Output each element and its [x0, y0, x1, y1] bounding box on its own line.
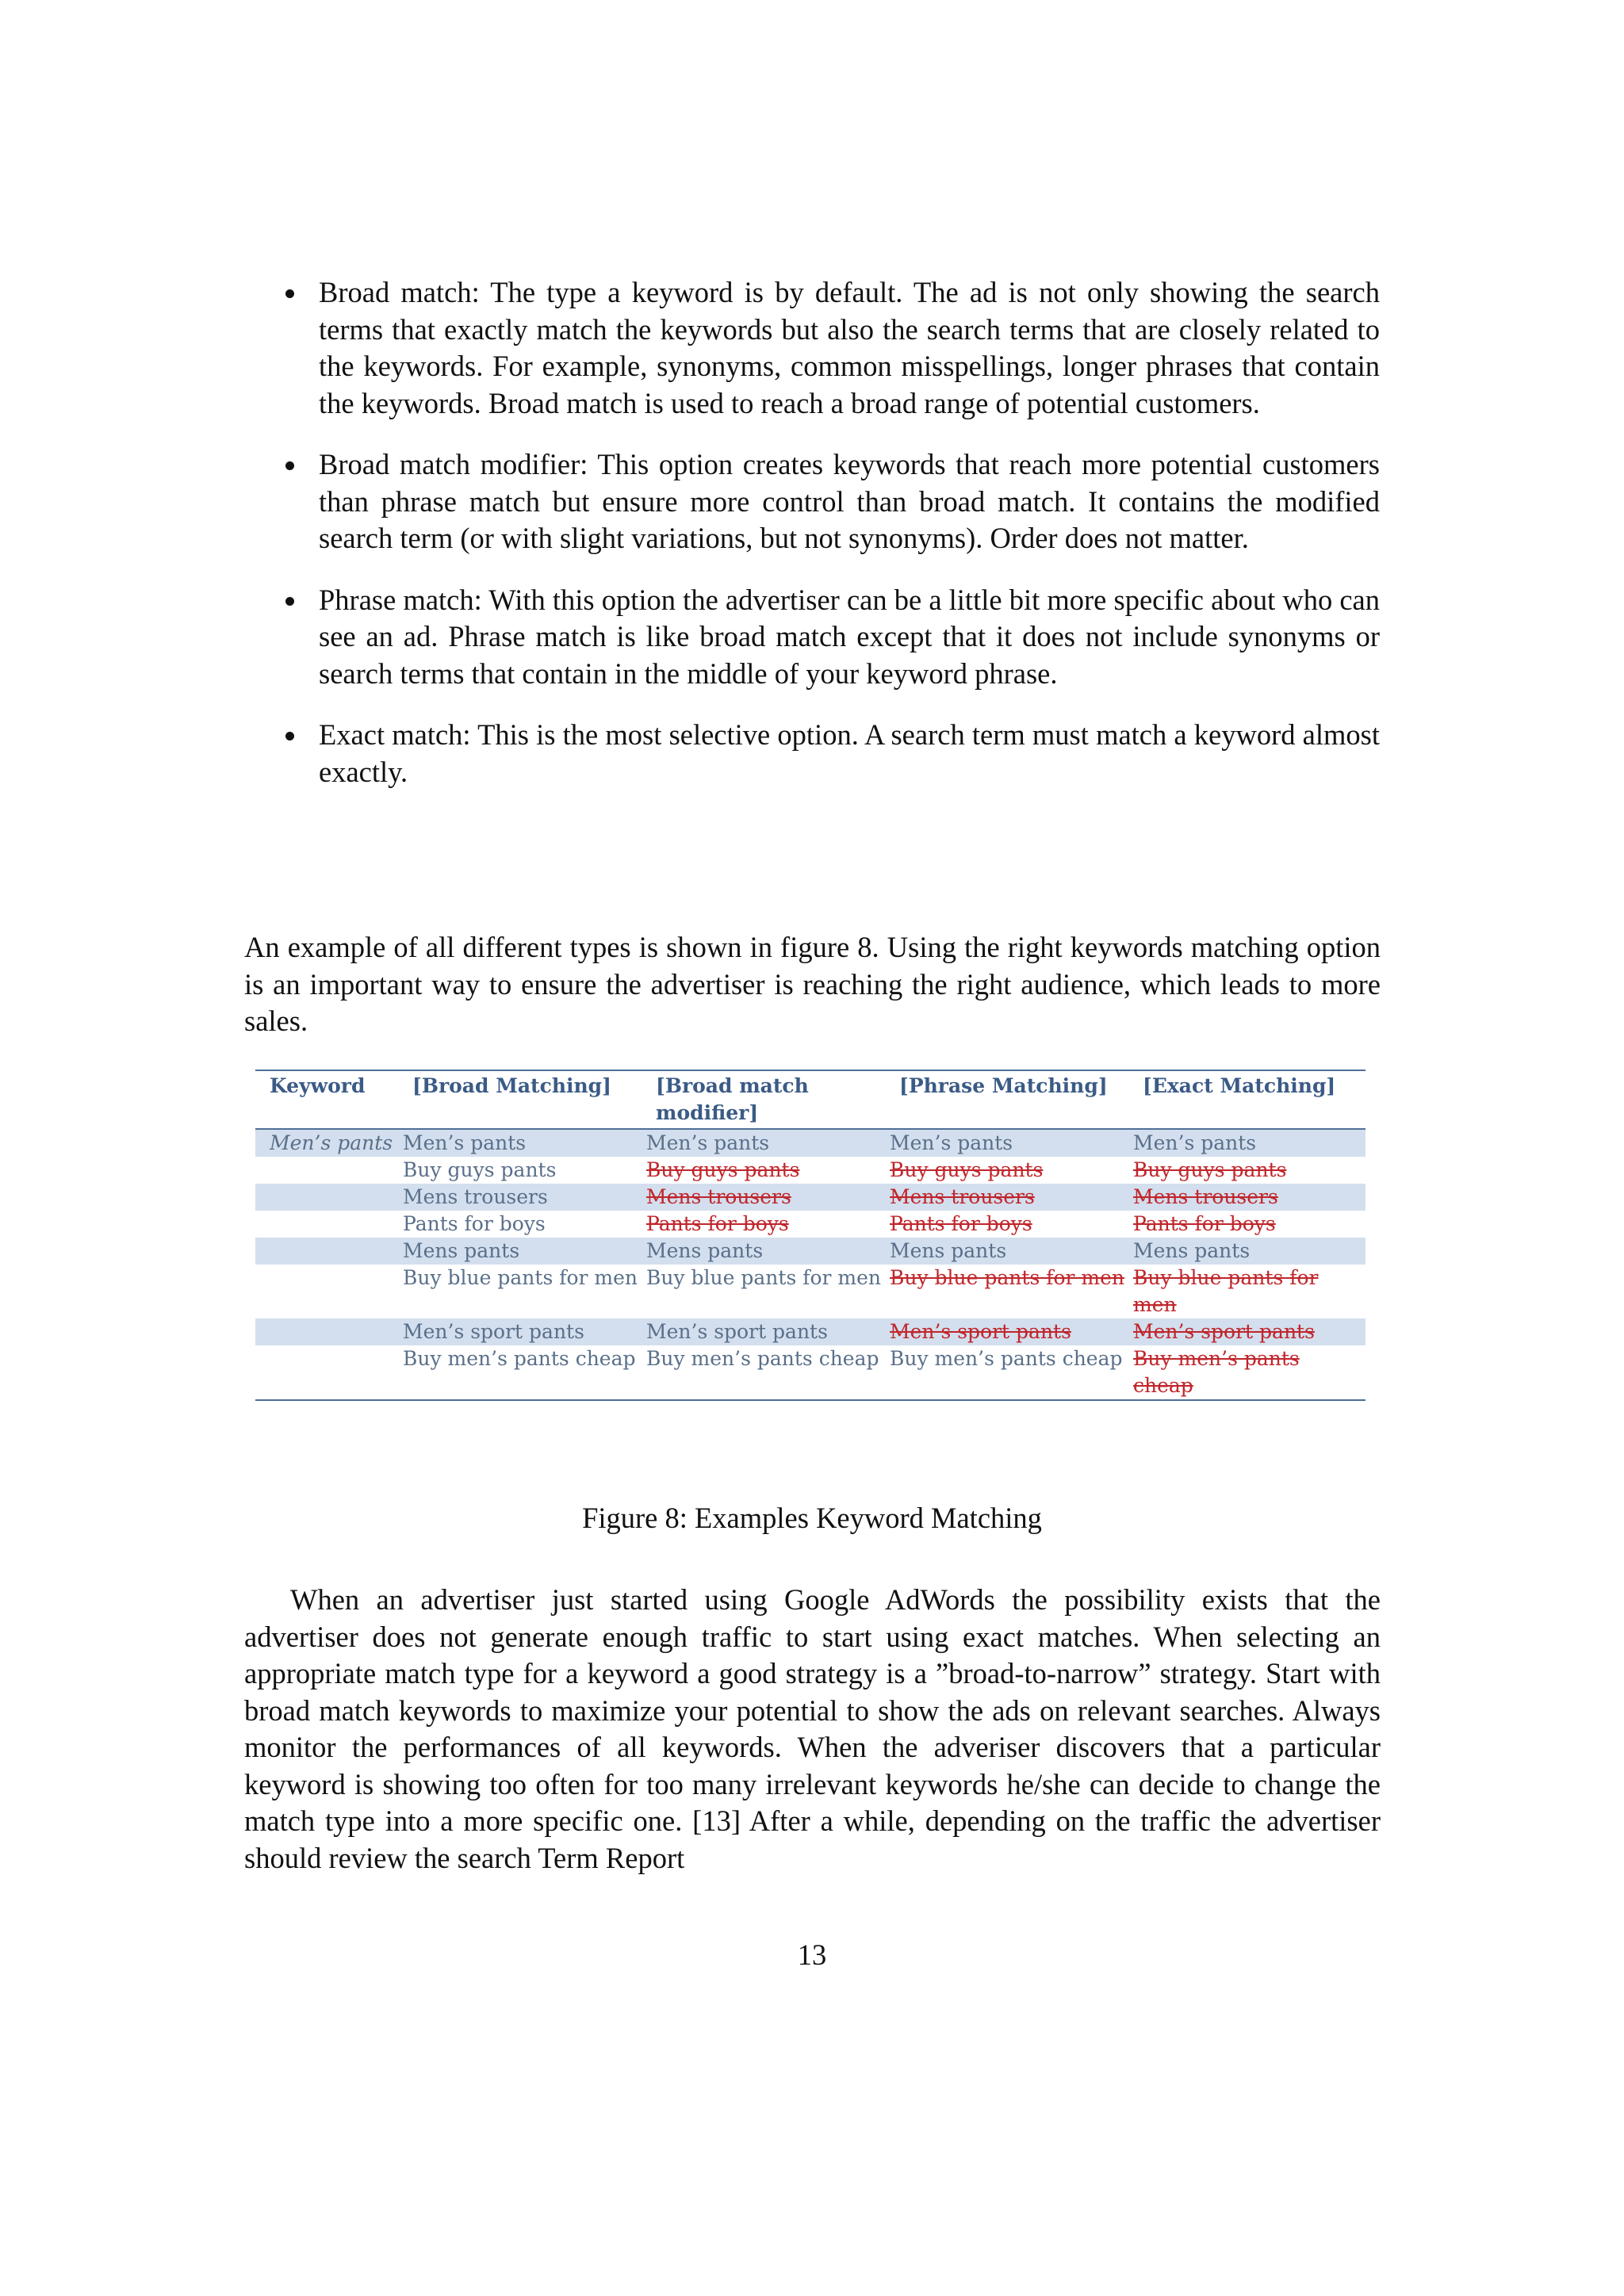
- bullet-text: Broad match: The type a keyword is by default. The ad is not only showing the search terms that exactly match the keywords but also the search terms that are closely related to the keywords. For example, synonyms, common misspellings, longer phrases that contain the keywords. Broad match is used to reach a broad range of potential customers.: [319, 276, 1380, 419]
- keyword-cell: [255, 1345, 398, 1400]
- list-item: [246, 446, 1380, 557]
- modifier-cell: Mens trousers: [642, 1184, 885, 1211]
- exact-cell: Buy blue pants for men: [1133, 1266, 1319, 1316]
- keyword-cell: [255, 1184, 398, 1211]
- list-item: [246, 582, 1380, 693]
- phrase-cell: Buy guys pants: [890, 1158, 1044, 1181]
- bullet-text: Exact match: This is the most selective option. A search term must match a keyword almost exactly.: [319, 718, 1380, 788]
- broad-cell: Men’s sport pants: [398, 1318, 642, 1345]
- intro-paragraph: An example of all different types is shown in figure 8. Using the right keywords matching option is an important way to ensure the advertiser is reaching the right audience, which leads to more sales.: [244, 931, 1381, 1037]
- exact-cell: Men’s sport pants: [1128, 1318, 1365, 1345]
- phrase-cell: Mens pants: [885, 1238, 1128, 1265]
- broad-cell: Buy guys pants: [403, 1158, 557, 1181]
- figure-caption: Figure 8: Examples Keyword Matching: [582, 1502, 1042, 1534]
- phrase-cell: Men’s pants: [885, 1129, 1128, 1157]
- table-header-row: [255, 1070, 1365, 1129]
- match-type-list: [246, 274, 1380, 815]
- exact-cell: Buy guys pants: [1133, 1158, 1287, 1181]
- header-exact: [Exact Matching]: [1128, 1070, 1365, 1129]
- keyword-cell: [255, 1211, 398, 1238]
- exact-cell: Mens pants: [1128, 1238, 1365, 1265]
- modifier-cell: Men’s pants: [642, 1129, 885, 1157]
- phrase-cell: Buy blue pants for men: [890, 1266, 1125, 1289]
- broad-cell: Mens pants: [398, 1238, 642, 1265]
- table-row: [255, 1345, 1365, 1400]
- table-row: [255, 1265, 1365, 1318]
- bullet-icon: [285, 732, 294, 740]
- broad-cell: Pants for boys: [403, 1212, 546, 1235]
- table-body: [255, 1129, 1365, 1400]
- table-row: [255, 1211, 1365, 1238]
- table-row: [255, 1318, 1365, 1345]
- phrase-cell: Mens trousers: [885, 1184, 1128, 1211]
- header-phrase: [Phrase Matching]: [885, 1070, 1128, 1129]
- phrase-cell: Buy men’s pants cheap: [890, 1347, 1123, 1370]
- broad-cell: Buy men’s pants cheap: [403, 1347, 636, 1370]
- broad-cell: Mens trousers: [398, 1184, 642, 1211]
- modifier-cell: Buy men’s pants cheap: [646, 1347, 879, 1370]
- keyword-cell: Men’s pants: [255, 1129, 398, 1157]
- keyword-cell: [255, 1238, 398, 1265]
- phrase-cell: Pants for boys: [890, 1212, 1032, 1235]
- keyword-matching-table: [255, 1070, 1365, 1401]
- body-paragraph: When an advertiser just started using Google AdWords the possibility exists that the advertiser does not generate enough traffic to start using exact matches. When selecting an appropriate match type for a keyword a good strategy is a ”broad-to-narrow” strategy. Start with broad match keywords to maximize your potential to show the ads on relevant searches. Always monitor the performances of all keywords. When the adveriser discovers that a particular keyword is showing too often for too many irrelevant keywords he/she can decide to change the match type into a more specific one. [13] After a while, depending on the traffic the advertiser should review the search Term Report: [244, 1583, 1381, 1874]
- bullet-icon: [285, 289, 294, 298]
- header-keyword: Keyword: [255, 1070, 398, 1129]
- exact-cell: Mens trousers: [1128, 1184, 1365, 1211]
- modifier-cell: Pants for boys: [646, 1212, 789, 1235]
- modifier-cell: Mens pants: [642, 1238, 885, 1265]
- phrase-cell: Men’s sport pants: [885, 1318, 1128, 1345]
- keyword-cell: [255, 1157, 398, 1184]
- bullet-text: Phrase match: With this option the advertiser can be a little bit more specific about who can see an ad. Phrase match is like broad match except that it does not include synonyms or search terms that contain in the middle of your keyword phrase.: [319, 583, 1380, 690]
- broad-cell: Men’s pants: [398, 1129, 642, 1157]
- modifier-cell: Men’s sport pants: [642, 1318, 885, 1345]
- modifier-cell: Buy guys pants: [646, 1158, 800, 1181]
- keyword-cell: [255, 1318, 398, 1345]
- header-modifier: [Broad match modifier]: [642, 1070, 885, 1129]
- keyword-cell: [255, 1265, 398, 1318]
- exact-cell: Buy men’s pants cheap: [1133, 1347, 1300, 1397]
- header-broad: [Broad Matching]: [398, 1070, 642, 1129]
- broad-cell: Buy blue pants for men: [403, 1266, 638, 1289]
- modifier-cell: Buy blue pants for men: [646, 1266, 882, 1289]
- table-row: [255, 1157, 1365, 1184]
- table-row: [255, 1129, 1365, 1157]
- table-row: [255, 1238, 1365, 1265]
- table-row: [255, 1184, 1365, 1211]
- bullet-icon: [285, 461, 294, 470]
- bullet-icon: [285, 597, 294, 606]
- list-item: [246, 274, 1380, 422]
- bullet-text: Broad match modifier: This option creates keywords that reach more potential customers than phrase match but ensure more control than broad match. It contains the modified search term (or with slight variations, but not synonyms). Order does not matter.: [319, 448, 1380, 554]
- exact-cell: Pants for boys: [1133, 1212, 1276, 1235]
- list-item: [246, 717, 1380, 790]
- exact-cell: Men’s pants: [1128, 1129, 1365, 1157]
- page-number: 13: [797, 1938, 827, 1971]
